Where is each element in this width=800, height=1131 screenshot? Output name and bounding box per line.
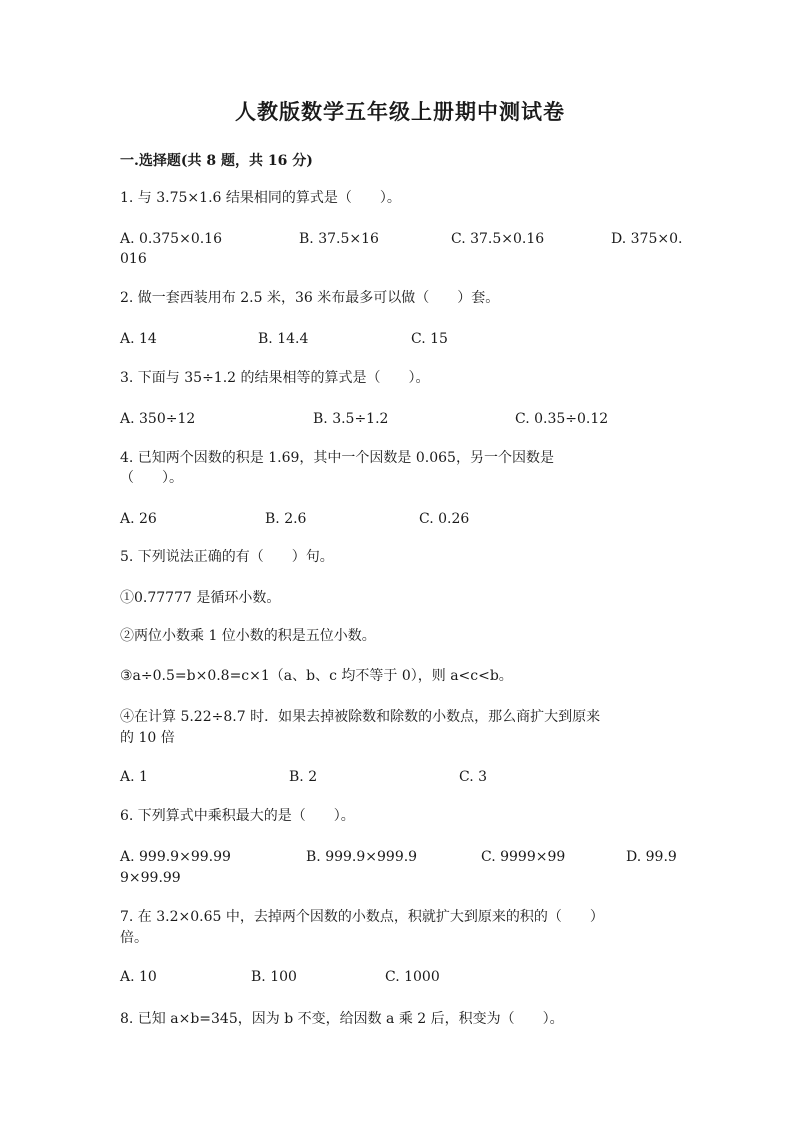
q5-statement-4-cont: 的 10 倍 bbox=[120, 730, 175, 746]
q6-option-b: B. 999.9×999.9 bbox=[306, 849, 418, 865]
question-2: 2. 做一套西装用布 2.5 米，36 米布最多可以做（ ）套。 bbox=[120, 290, 500, 306]
exam-title: 人教版数学五年级上册期中测试卷 bbox=[235, 99, 565, 124]
q5-statement-3: ③a÷0.5=b×0.8=c×1（a、b、c 均不等于 0），则 a<c<b。 bbox=[120, 668, 513, 684]
question-8: 8. 已知 a×b=345，因为 b 不变，给因数 a 乘 2 后，积变为（ ）。 bbox=[120, 1011, 564, 1027]
section-heading: 一.选择题(共 8 题，共 16 分) bbox=[120, 153, 313, 169]
q3-option-c: C. 0.35÷0.12 bbox=[515, 411, 609, 427]
question-7: 7. 在 3.2×0.65 中，去掉两个因数的小数点，积就扩大到原来的积的（ ） bbox=[120, 909, 604, 925]
q3-option-b: B. 3.5÷1.2 bbox=[313, 411, 389, 427]
q2-option-a: A. 14 bbox=[120, 331, 157, 347]
q5-option-a: A. 1 bbox=[120, 769, 148, 785]
q6-option-a: A. 999.9×99.99 bbox=[120, 849, 231, 865]
q5-option-b: B. 2 bbox=[289, 769, 318, 785]
q2-option-b: B. 14.4 bbox=[258, 331, 309, 347]
q1-option-d-wrap: 016 bbox=[120, 251, 147, 267]
q6-option-d-wrap: 9×99.99 bbox=[120, 870, 181, 886]
q7-option-b: B. 100 bbox=[251, 969, 297, 985]
q4-option-b: B. 2.6 bbox=[265, 511, 307, 527]
q6-option-d: D. 99.9 bbox=[626, 849, 677, 865]
question-6: 6. 下列算式中乘积最大的是（ ）。 bbox=[120, 808, 355, 824]
q3-option-a: A. 350÷12 bbox=[120, 411, 196, 427]
q5-statement-2: ②两位小数乘 1 位小数的积是五位小数。 bbox=[120, 628, 376, 644]
q1-option-d: D. 375×0. bbox=[611, 231, 683, 247]
q5-statement-4: ④在计算 5.22÷8.7 时．如果去掉被除数和除数的小数点，那么商扩大到原来 bbox=[120, 709, 601, 725]
q2-option-c: C. 15 bbox=[411, 331, 448, 347]
question-7-cont: 倍。 bbox=[120, 930, 148, 946]
q4-option-a: A. 26 bbox=[120, 511, 157, 527]
q5-statement-1: ①0.77777 是循环小数。 bbox=[120, 590, 281, 606]
q4-option-c: C. 0.26 bbox=[419, 511, 470, 527]
question-1: 1. 与 3.75×1.6 结果相同的算式是（ ）。 bbox=[120, 190, 401, 206]
q1-option-c: C. 37.5×0.16 bbox=[451, 231, 545, 247]
question-5: 5. 下列说法正确的有（ ）句。 bbox=[120, 549, 334, 565]
question-4-cont: （ ）。 bbox=[120, 470, 183, 486]
q7-option-a: A. 10 bbox=[120, 969, 157, 985]
q5-option-c: C. 3 bbox=[459, 769, 488, 785]
q1-option-a: A. 0.375×0.16 bbox=[120, 231, 222, 247]
q6-option-c: C. 9999×99 bbox=[481, 849, 566, 865]
q7-option-c: C. 1000 bbox=[385, 969, 440, 985]
q1-option-b: B. 37.5×16 bbox=[299, 231, 379, 247]
question-4: 4. 已知两个因数的积是 1.69，其中一个因数是 0.065，另一个因数是 bbox=[120, 450, 554, 466]
question-3: 3. 下面与 35÷1.2 的结果相等的算式是（ ）。 bbox=[120, 370, 430, 386]
